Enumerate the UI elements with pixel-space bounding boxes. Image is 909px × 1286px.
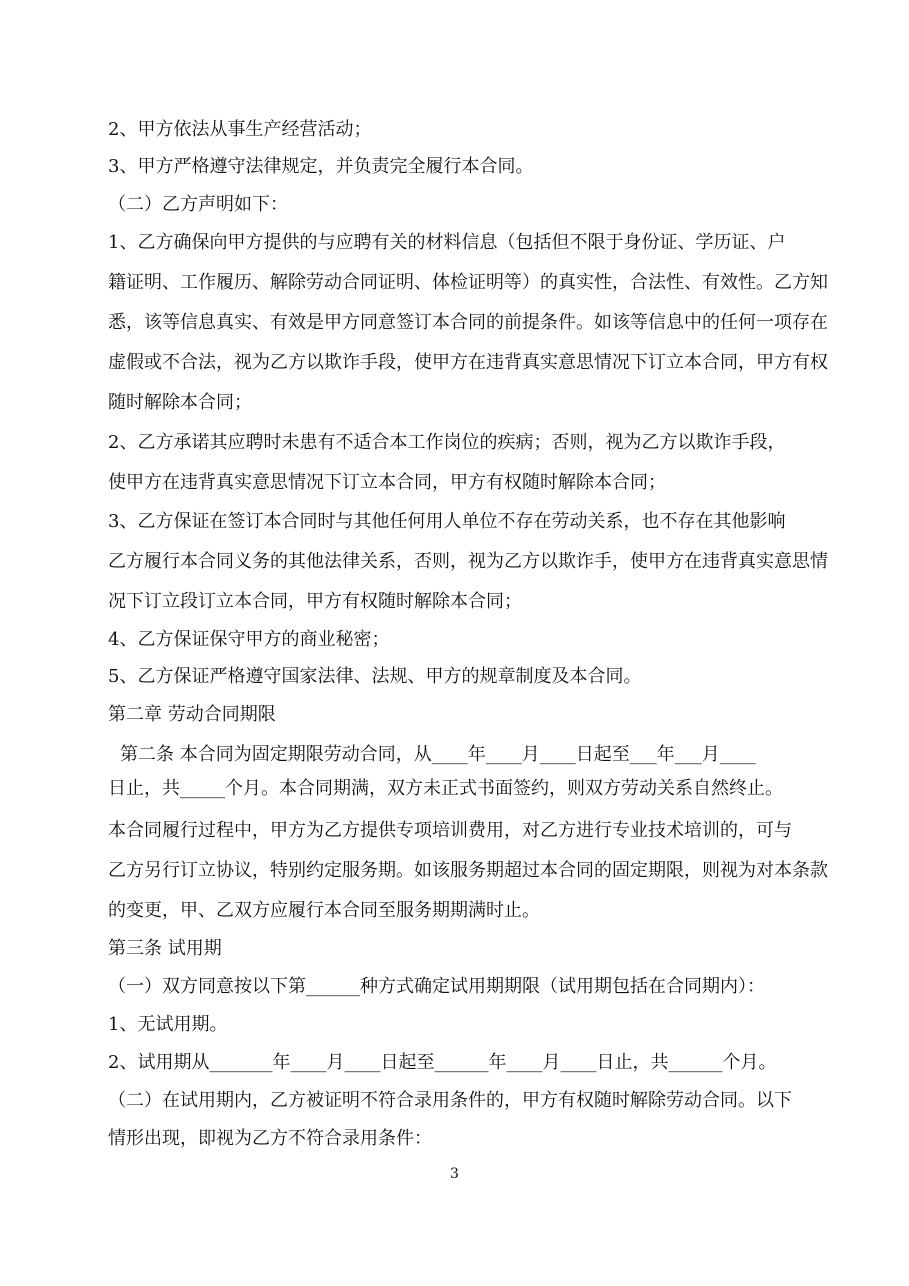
text-line: 3、甲方严格遵守法律规定，并负责完全履行本合同。 bbox=[108, 156, 534, 177]
text-line: 虚假或不合法，视为乙方以欺诈手段，使甲方在违背真实意思情况下订立本合同，甲方有权 bbox=[108, 352, 828, 373]
text-line: 日止，共_____个月。本合同期满，双方未正式书面签约，则双方劳动关系自然终止。 bbox=[108, 778, 783, 799]
text-line: 使甲方在违背真实意思情况下订立本合同，甲方有权随时解除本合同； bbox=[108, 472, 666, 493]
text-line: 1、乙方确保向甲方提供的与应聘有关的材料信息（包括但不限于身份证、学历证、户 bbox=[108, 232, 786, 253]
text-line: 乙方另行订立协议，特别约定服务期。如该服务期超过本合同的固定期限，则视为对本条款 bbox=[108, 860, 828, 881]
text-line: 随时解除本合同； bbox=[108, 392, 252, 413]
text-line: 2、试用期从_______年____月____日起至______年____月____日止，共______个月。 bbox=[108, 1052, 777, 1073]
text-line: 3、乙方保证在签订本合同时与其他任何用人单位不存在劳动关系，也不存在其他影响 bbox=[108, 511, 786, 532]
text-line: 4、乙方保证保守甲方的商业秘密； bbox=[108, 629, 390, 650]
text-line: 情形出现，即视为乙方不符合录用条件： bbox=[108, 1128, 432, 1149]
text-line: （一）双方同意按以下第______种方式确定试用期期限（试用期包括在合同期内）： bbox=[108, 976, 765, 997]
text-line: 1、无试用期。 bbox=[108, 1014, 228, 1035]
text-line: 况下订立段订立本合同，甲方有权随时解除本合同； bbox=[108, 591, 522, 612]
text-line: （二）在试用期内，乙方被证明不符合录用条件的，甲方有权随时解除劳动合同。以下 bbox=[108, 1090, 792, 1111]
section-heading: （二）乙方声明如下： bbox=[108, 194, 288, 215]
text-line: 乙方履行本合同义务的其他法律关系，否则，视为乙方以欺诈手，使甲方在违背真实意思情 bbox=[108, 551, 828, 572]
page-number: 3 bbox=[450, 1166, 459, 1182]
article-heading: 第三条 试用期 bbox=[108, 938, 222, 959]
chapter-heading: 第二章 劳动合同期限 bbox=[108, 704, 276, 725]
text-line: 2、甲方依法从事生产经营活动； bbox=[108, 119, 372, 140]
text-line: 5、乙方保证严格遵守国家法律、法规、甲方的规章制度及本合同。 bbox=[108, 666, 642, 687]
text-line: 籍证明、工作履历、解除劳动合同证明、体检证明等）的真实性，合法性、有效性。乙方知 bbox=[108, 272, 828, 293]
text-line: 第二条 本合同为固定期限劳动合同，从____年____月____日起至___年___月____ bbox=[120, 744, 756, 765]
text-line: 2、乙方承诺其应聘时未患有不适合本工作岗位的疾病；否则，视为乙方以欺诈手段， bbox=[108, 432, 786, 453]
text-line: 悉，该等信息真实、有效是甲方同意签订本合同的前提条件。如该等信息中的任何一项存在 bbox=[108, 312, 828, 333]
text-line: 的变更，甲、乙双方应履行本合同至服务期期满时止。 bbox=[108, 900, 540, 921]
text-line: 本合同履行过程中，甲方为乙方提供专项培训费用，对乙方进行专业技术培训的，可与 bbox=[108, 820, 792, 841]
